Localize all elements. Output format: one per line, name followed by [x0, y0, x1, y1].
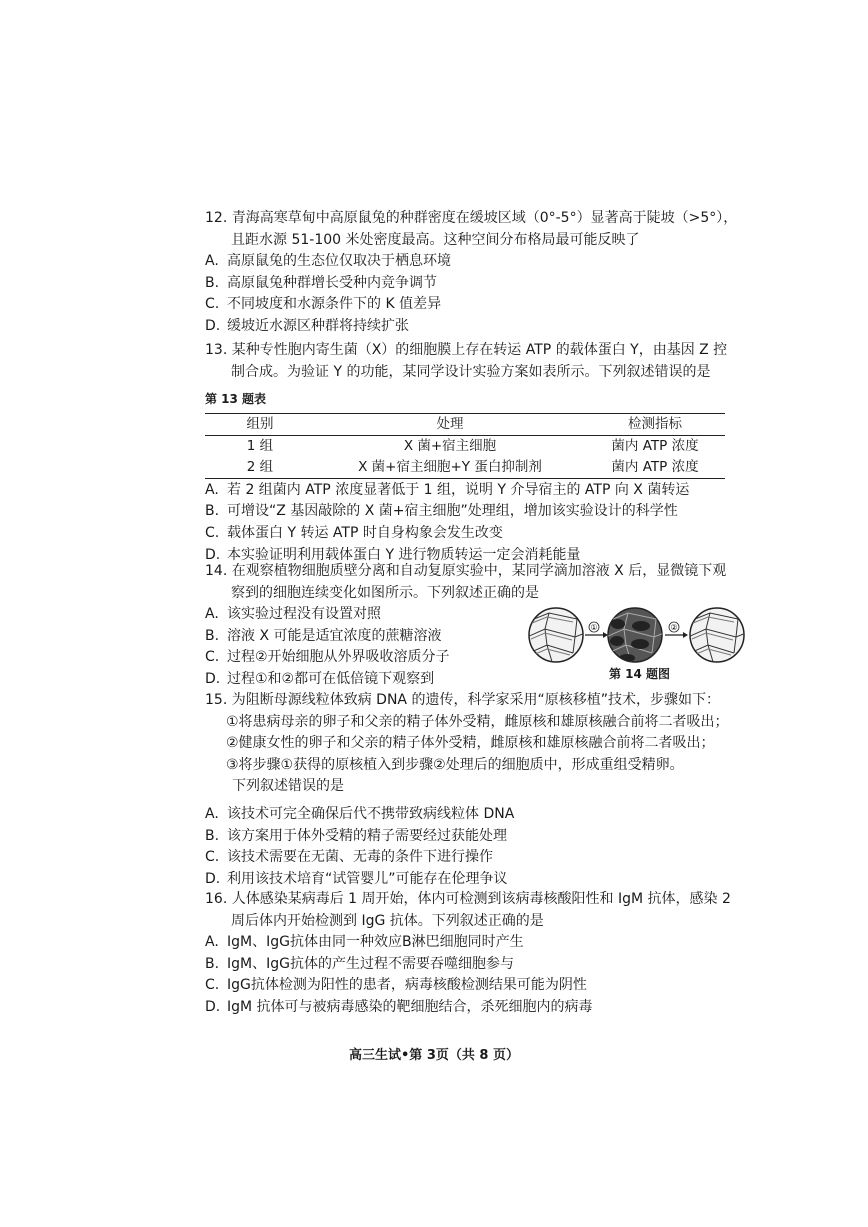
plasmolysis-cells-diagram	[527, 607, 752, 665]
page-footer: 高三生试•第 3页（共 8 页）	[349, 1048, 519, 1063]
option-c: C. 该技术需要在无菌、无毒的条件下进行操作	[205, 849, 493, 866]
question-12-stem: 12. 青海高寒草甸中高原鼠兔的种群密度在缓坡区域（0°-5°）显著高于陡坡（>5°）， 且距水源 51-100 米处密度最高。这种空间分布格局最可能反映了	[205, 210, 738, 248]
question-12-options	[205, 251, 775, 337]
option-b: B. 该方案用于体外受精的精子需要经过获能处理	[205, 827, 507, 844]
table-header-cell: 检测指标	[585, 413, 725, 435]
option-b: B. 高原鼠兔种群增长受种内竞争调节	[205, 274, 437, 291]
option-d: D. 利用该技术培育“试管婴儿”可能存在伦理争议	[205, 870, 508, 887]
option-c: C. 载体蛋白 Y 转运 ATP 时自身构象会发生改变	[205, 524, 503, 541]
option-c: C. IgG抗体检测为阳性的患者，病毒核酸检测结果可能为阴性	[205, 977, 587, 994]
table-cell: X 菌+宿主细胞	[403, 437, 497, 454]
question-15	[205, 690, 775, 890]
question-number: 16.	[205, 891, 228, 907]
step-item: ①将患病母亲的卵子和父亲的精子体外受精，雌原核和雄原核融合前将二者吸出；	[226, 713, 729, 730]
question-12	[205, 208, 775, 338]
arrow-1-label: ①	[590, 623, 598, 632]
option-a: A. 该技术可完全确保后代不携带致病线粒体 DNA	[205, 805, 515, 822]
option-b: B. 可增设“Z 基因敲除的 X 菌+宿主细胞”处理组，增加该实验设计的科学性	[205, 503, 678, 520]
figure-14	[527, 607, 752, 685]
table-header-cell: 组别	[205, 413, 315, 435]
option-c: C. 过程②开始细胞从外界吸收溶质分子	[205, 649, 450, 666]
question-15-steps	[205, 712, 775, 798]
arrow-2-label: ②	[670, 623, 678, 632]
question-13-options	[205, 480, 775, 566]
question-14-stem: 14. 在观察植物细胞质壁分离和自动复原实验中，某同学滴加溶液 X 后，显微镜下观 察到的细胞连续变化如图所示。下列叙述正确的是	[205, 563, 727, 601]
question-15-stem: 15. 为阻断母源线粒体致病 DNA 的遗传，科学家采用“原核移植”技术，步骤如下：	[205, 692, 720, 708]
question-16-stem: 16. 人体感染某病毒后 1 周开始，体内可检测到该病毒核酸阳性和 IgM 抗体，感染 2 周后体内开始检测到 IgG 抗体。下列叙述正确的是	[205, 891, 731, 929]
table-cell: X 菌+宿主细胞+Y 蛋白抑制剂	[315, 457, 585, 479]
question-13-stem: 13. 某种专性胞内寄生菌（X）的细胞膜上存在转运 ATP 的载体蛋白 Y，由基因 Z 控 制合成。为验证 Y 的功能，某同学设计实验方案如表所示。下列叙述错误的是	[205, 342, 728, 380]
table-row	[205, 435, 725, 457]
option-d: D. IgM 抗体可与被病毒感染的靶细胞结合，杀死细胞内的病毒	[205, 998, 593, 1015]
option-b: B. 溶液 X 可能是适宜浓度的蔗糖溶液	[205, 627, 442, 644]
question-16	[205, 889, 775, 1019]
question-number: 13.	[205, 342, 228, 358]
arrow-process-2	[665, 622, 688, 638]
table-cell: 2 组	[205, 457, 315, 479]
table-cell: 菌内 ATP 浓度	[585, 457, 725, 479]
option-c: C. 不同坡度和水源条件下的 K 值差异	[205, 296, 442, 313]
question-number: 12.	[205, 210, 228, 226]
table-header-row	[205, 413, 725, 435]
figure-caption: 第 14 题图	[608, 667, 671, 681]
option-a: A. 该实验过程没有设置对照	[205, 606, 381, 623]
cell-view-recovered	[688, 608, 746, 665]
table-cell: 1 组	[246, 437, 274, 454]
cell-view-plasmolyzed	[606, 608, 664, 665]
table-caption: 第 13 题表	[205, 392, 267, 407]
option-d: D. 本实验证明利用载体蛋白 Y 进行物质转运一定会消耗能量	[205, 546, 581, 563]
table-row	[205, 457, 725, 479]
question-16-options	[205, 932, 775, 1018]
option-a: A. IgM、IgG抗体由同一种效应B淋巴细胞同时产生	[205, 934, 524, 951]
option-a: A. 高原鼠兔的生态位仅取决于栖息环境	[205, 253, 451, 270]
option-b: B. IgM、IgG抗体的产生过程不需要吞噬细胞参与	[205, 955, 514, 972]
option-d: D. 过程①和②都可在低倍镜下观察到	[205, 670, 435, 687]
step-item: ②健康女性的卵子和父亲的精子体外受精，雌原核和雄原核融合前将二者吸出；	[226, 735, 715, 752]
cell-view-normal	[527, 608, 585, 665]
question-15-options	[205, 804, 775, 890]
option-d: D. 缓坡近水源区种群将持续扩张	[205, 317, 409, 334]
table-cell: 菌内 ATP 浓度	[611, 437, 699, 454]
experiment-table	[205, 413, 725, 479]
table-header-cell: 处理	[315, 413, 585, 435]
question-13	[205, 340, 775, 566]
step-item: ③将步骤①获得的原核植入到步骤②处理后的细胞质中，形成重组受精卵。	[226, 756, 684, 773]
option-a: A. 若 2 组菌内 ATP 浓度显著低于 1 组，说明 Y 介导宿主的 ATP 向 X 菌转运	[205, 481, 690, 498]
question-15-prompt: 下列叙述错误的是	[232, 778, 344, 795]
question-number: 14.	[205, 563, 228, 579]
arrow-process-1	[585, 622, 608, 638]
question-number: 15.	[205, 692, 228, 708]
